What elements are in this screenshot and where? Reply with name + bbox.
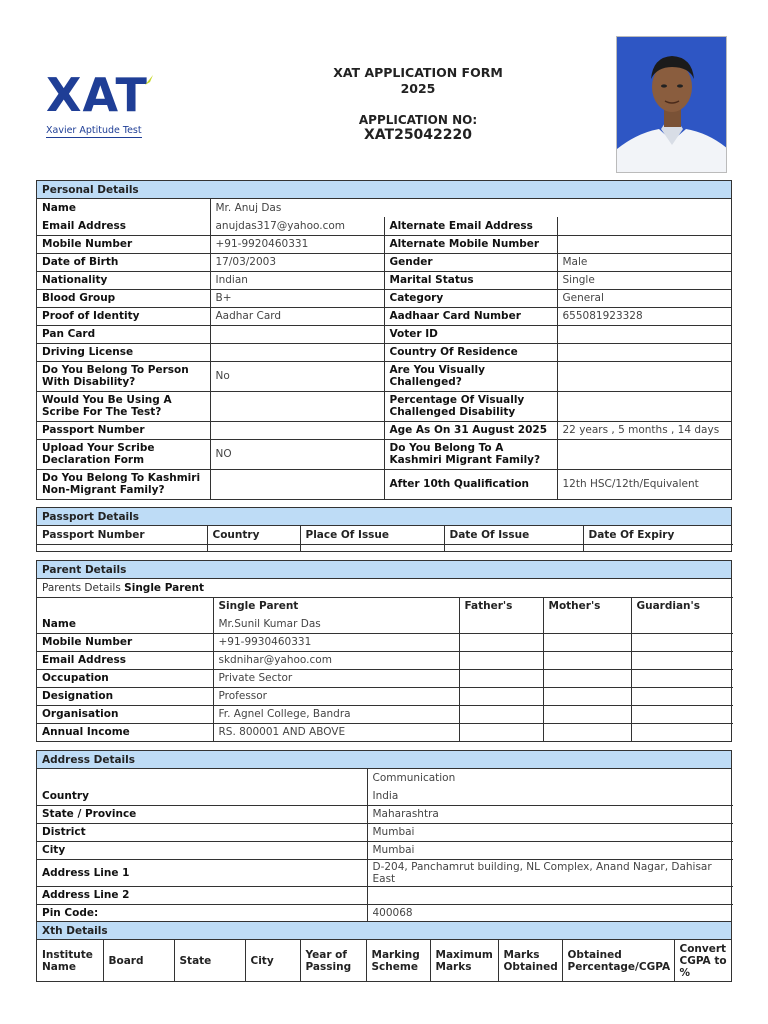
name-label: Name bbox=[37, 199, 210, 217]
table-cell bbox=[543, 669, 631, 687]
field-value bbox=[557, 343, 731, 361]
column-header: Convert CGPA to % bbox=[674, 940, 733, 981]
table-cell bbox=[207, 544, 300, 551]
table-header-row bbox=[37, 940, 733, 981]
table-row bbox=[37, 253, 731, 271]
parent-subtitle bbox=[37, 579, 733, 597]
table-cell bbox=[631, 615, 733, 633]
table-cell bbox=[37, 544, 207, 551]
parent-details-section bbox=[36, 560, 732, 742]
field-label: Alternate Email Address bbox=[384, 217, 557, 235]
parent-subtitle-row bbox=[37, 579, 733, 597]
field-label: District bbox=[37, 823, 367, 841]
table-row bbox=[37, 687, 733, 705]
table-row bbox=[37, 823, 733, 841]
address-details-table bbox=[37, 769, 733, 922]
field-value: B+ bbox=[210, 289, 384, 307]
table-row bbox=[37, 289, 731, 307]
column-header: Date Of Expiry bbox=[583, 526, 733, 544]
field-label: Blood Group bbox=[37, 289, 210, 307]
passport-details-table bbox=[37, 526, 733, 551]
table-cell bbox=[543, 723, 631, 741]
column-header: Marking Scheme bbox=[366, 940, 430, 981]
field-label: Country bbox=[37, 787, 367, 805]
parent-details-table bbox=[37, 579, 733, 741]
table-cell bbox=[543, 615, 631, 633]
logo-text: XAT bbox=[46, 68, 148, 122]
field-value bbox=[367, 886, 733, 904]
field-label: Organisation bbox=[37, 705, 213, 723]
table-row bbox=[37, 859, 733, 886]
field-value bbox=[557, 439, 731, 469]
field-label: Aadhaar Card Number bbox=[384, 307, 557, 325]
field-label: Email Address bbox=[37, 651, 213, 669]
field-value: Maharashtra bbox=[367, 805, 733, 823]
parent-subtitle-prefix: Parents Details bbox=[42, 581, 121, 594]
table-row bbox=[37, 651, 733, 669]
field-label: Do You Belong To A Kashmiri Migrant Family? bbox=[384, 439, 557, 469]
table-row bbox=[37, 805, 733, 823]
table-cell bbox=[459, 723, 543, 741]
table-row bbox=[37, 787, 733, 805]
field-value: +91-9930460331 bbox=[213, 633, 459, 651]
personal-details-header: Personal Details bbox=[37, 181, 731, 199]
table-row bbox=[37, 199, 731, 217]
field-label: Would You Be Using A Scribe For The Test? bbox=[37, 391, 210, 421]
field-value bbox=[557, 235, 731, 253]
table-row bbox=[37, 469, 731, 499]
xth-details-header: Xth Details bbox=[37, 922, 731, 940]
table-cell bbox=[631, 669, 733, 687]
field-label: City bbox=[37, 841, 367, 859]
field-label: Pan Card bbox=[37, 325, 210, 343]
field-value bbox=[557, 217, 731, 235]
column-header: Marks Obtained bbox=[498, 940, 562, 981]
table-row bbox=[37, 633, 733, 651]
table-row bbox=[37, 235, 731, 253]
field-value: 22 years , 5 months , 14 days bbox=[557, 421, 731, 439]
field-value: 17/03/2003 bbox=[210, 253, 384, 271]
column-header: Date Of Issue bbox=[444, 526, 583, 544]
field-label: Email Address bbox=[37, 217, 210, 235]
field-label: Country Of Residence bbox=[384, 343, 557, 361]
table-row bbox=[37, 325, 731, 343]
form-title-block bbox=[300, 65, 536, 144]
field-label: Age As On 31 August 2025 bbox=[384, 421, 557, 439]
field-label: State / Province bbox=[37, 805, 367, 823]
table-row bbox=[37, 307, 731, 325]
field-value: Single bbox=[557, 271, 731, 289]
applicant-photo-icon bbox=[617, 37, 727, 173]
xat-logo bbox=[46, 68, 164, 136]
field-value: Mumbai bbox=[367, 841, 733, 859]
field-label: Do You Belong To Person With Disability? bbox=[37, 361, 210, 391]
field-label: After 10th Qualification bbox=[384, 469, 557, 499]
table-cell bbox=[459, 705, 543, 723]
table-cell bbox=[459, 651, 543, 669]
field-label: Designation bbox=[37, 687, 213, 705]
field-label: Category bbox=[384, 289, 557, 307]
field-value bbox=[557, 391, 731, 421]
column-header: State bbox=[174, 940, 245, 981]
table-cell bbox=[543, 687, 631, 705]
field-value: Professor bbox=[213, 687, 459, 705]
table-row bbox=[37, 723, 733, 741]
field-value bbox=[210, 469, 384, 499]
column-header: Father's bbox=[459, 597, 543, 615]
field-value: NO bbox=[210, 439, 384, 469]
field-label: Voter ID bbox=[384, 325, 557, 343]
field-value: Fr. Agnel College, Bandra bbox=[213, 705, 459, 723]
field-value: Indian bbox=[210, 271, 384, 289]
table-header-row bbox=[37, 769, 733, 787]
field-value: 655081923328 bbox=[557, 307, 731, 325]
field-value: Mr.Sunil Kumar Das bbox=[213, 615, 459, 633]
field-label: Nationality bbox=[37, 271, 210, 289]
field-label: Do You Belong To Kashmiri Non-Migrant Family? bbox=[37, 469, 210, 499]
logo-accent-icon bbox=[144, 74, 154, 86]
field-label: Address Line 2 bbox=[37, 886, 367, 904]
field-value: Male bbox=[557, 253, 731, 271]
column-header: Obtained Percentage/CGPA bbox=[562, 940, 674, 981]
field-label: Mobile Number bbox=[37, 235, 210, 253]
field-value: India bbox=[367, 787, 733, 805]
field-value: 400068 bbox=[367, 904, 733, 922]
table-row bbox=[37, 705, 733, 723]
column-header: Place Of Issue bbox=[300, 526, 444, 544]
table-header-row bbox=[37, 526, 733, 544]
table-row bbox=[37, 343, 731, 361]
field-label: Occupation bbox=[37, 669, 213, 687]
field-label: Upload Your Scribe Declaration Form bbox=[37, 439, 210, 469]
xth-details-section bbox=[36, 921, 732, 982]
table-row bbox=[37, 886, 733, 904]
field-value bbox=[210, 325, 384, 343]
table-row bbox=[37, 391, 731, 421]
table-cell bbox=[444, 544, 583, 551]
field-label: Annual Income bbox=[37, 723, 213, 741]
table-cell bbox=[631, 687, 733, 705]
field-label: Name bbox=[37, 615, 213, 633]
field-label: Alternate Mobile Number bbox=[384, 235, 557, 253]
form-title: XAT APPLICATION FORM bbox=[333, 65, 503, 80]
passport-details-section bbox=[36, 507, 732, 552]
field-value: anujdas317@yahoo.com bbox=[210, 217, 384, 235]
table-cell bbox=[37, 769, 367, 787]
application-no-label: APPLICATION NO: bbox=[358, 113, 478, 127]
column-header: Board bbox=[103, 940, 174, 981]
table-row bbox=[37, 544, 733, 551]
field-value: General bbox=[557, 289, 731, 307]
table-row bbox=[37, 439, 731, 469]
column-header: Year of Passing bbox=[300, 940, 366, 981]
table-cell bbox=[543, 633, 631, 651]
field-value: skdnihar@yahoo.com bbox=[213, 651, 459, 669]
table-cell bbox=[631, 705, 733, 723]
field-value: Mumbai bbox=[367, 823, 733, 841]
field-value: RS. 800001 AND ABOVE bbox=[213, 723, 459, 741]
column-header: Institute Name bbox=[37, 940, 103, 981]
field-label: Are You Visually Challenged? bbox=[384, 361, 557, 391]
column-header: Maximum Marks bbox=[430, 940, 498, 981]
table-cell bbox=[583, 544, 733, 551]
field-value: Private Sector bbox=[213, 669, 459, 687]
field-label: Pin Code: bbox=[37, 904, 367, 922]
table-row bbox=[37, 669, 733, 687]
field-value: +91-9920460331 bbox=[210, 235, 384, 253]
field-value bbox=[210, 421, 384, 439]
field-label: Percentage Of Visually Challenged Disability bbox=[384, 391, 557, 421]
field-value: No bbox=[210, 361, 384, 391]
field-value bbox=[210, 391, 384, 421]
table-cell bbox=[631, 723, 733, 741]
column-header: Country bbox=[207, 526, 300, 544]
table-cell bbox=[543, 705, 631, 723]
column-header bbox=[37, 597, 213, 615]
table-cell bbox=[459, 669, 543, 687]
communication-header: Communication bbox=[367, 769, 733, 787]
field-value: D-204, Panchamrut building, NL Complex, Anand Nagar, Dahisar East bbox=[367, 859, 733, 886]
field-label: Proof of Identity bbox=[37, 307, 210, 325]
column-header: Mother's bbox=[543, 597, 631, 615]
table-cell bbox=[631, 651, 733, 669]
name-value: Mr. Anuj Das bbox=[210, 199, 731, 217]
parent-details-header: Parent Details bbox=[37, 561, 731, 579]
address-details-header: Address Details bbox=[37, 751, 731, 769]
xth-details-table bbox=[37, 940, 733, 981]
table-cell bbox=[459, 687, 543, 705]
table-cell bbox=[543, 651, 631, 669]
field-value bbox=[557, 325, 731, 343]
logo-subtitle: Xavier Aptitude Test bbox=[46, 125, 142, 136]
table-row bbox=[37, 904, 733, 922]
parent-subtitle-value: Single Parent bbox=[124, 581, 204, 594]
field-label: Address Line 1 bbox=[37, 859, 367, 886]
column-header: City bbox=[245, 940, 300, 981]
field-label: Mobile Number bbox=[37, 633, 213, 651]
table-row bbox=[37, 421, 731, 439]
column-header: Guardian's bbox=[631, 597, 733, 615]
field-value bbox=[557, 361, 731, 391]
column-header: Single Parent bbox=[213, 597, 459, 615]
applicant-photo bbox=[616, 36, 727, 173]
table-cell bbox=[631, 633, 733, 651]
personal-details-table bbox=[37, 199, 731, 499]
field-value: 12th HSC/12th/Equivalent bbox=[557, 469, 731, 499]
table-cell bbox=[300, 544, 444, 551]
table-row bbox=[37, 841, 733, 859]
table-header-row bbox=[37, 597, 733, 615]
field-label: Marital Status bbox=[384, 271, 557, 289]
form-year: 2025 bbox=[400, 81, 436, 96]
table-cell bbox=[459, 615, 543, 633]
field-label: Date of Birth bbox=[37, 253, 210, 271]
field-label: Passport Number bbox=[37, 421, 210, 439]
field-label: Driving License bbox=[37, 343, 210, 361]
table-cell bbox=[459, 633, 543, 651]
column-header: Passport Number bbox=[37, 526, 207, 544]
table-row bbox=[37, 217, 731, 235]
table-row bbox=[37, 271, 731, 289]
personal-details-section bbox=[36, 180, 732, 500]
field-label: Gender bbox=[384, 253, 557, 271]
field-value bbox=[210, 343, 384, 361]
table-row bbox=[37, 615, 733, 633]
table-row bbox=[37, 361, 731, 391]
application-no: XAT25042220 bbox=[363, 127, 473, 143]
field-value: Aadhar Card bbox=[210, 307, 384, 325]
passport-details-header: Passport Details bbox=[37, 508, 731, 526]
address-details-section bbox=[36, 750, 732, 923]
